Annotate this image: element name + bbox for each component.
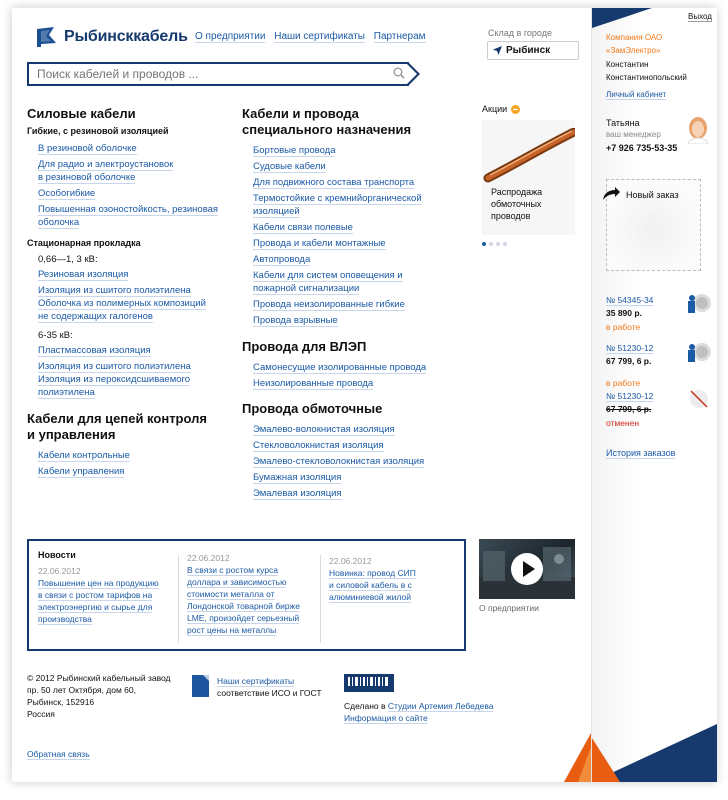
order-number[interactable]: № 51230-12	[606, 391, 654, 401]
link-ship-cables[interactable]: Судовые кабели	[253, 161, 326, 172]
address-line: пр. 50 лет Октября, дом 60,	[27, 685, 136, 695]
page	[12, 8, 716, 782]
link-enamel-glass[interactable]: Эмалево-стекловолокнистая изоляция	[253, 456, 425, 467]
link-radio-install[interactable]: Для радио и электроустановок	[38, 159, 174, 170]
power-cables-title: Силовые кабели	[27, 106, 136, 121]
city-value: Рыбинск	[506, 45, 551, 56]
order-in-work-icon	[686, 293, 712, 315]
news-block	[27, 539, 466, 651]
promo-badge-icon	[511, 105, 520, 114]
news-link[interactable]: и силовой кабель в с	[329, 580, 412, 590]
city-label: Склад в городе	[488, 28, 552, 38]
v1-list	[38, 268, 227, 323]
promo-line-2: обмоточных	[491, 199, 542, 209]
v2-list	[38, 344, 227, 399]
pager-dot[interactable]	[496, 242, 500, 246]
order-status: в работе	[606, 322, 641, 332]
order-amount: 35 890 р.	[606, 308, 642, 318]
order-history-link[interactable]: История заказов	[606, 448, 676, 458]
city-selector[interactable]	[487, 41, 579, 60]
new-order-label: Новый заказ	[626, 190, 679, 200]
order-amount: 67 799, 6 р.	[606, 356, 652, 366]
link-plastic-insulation[interactable]: Пластмассовая изоляция	[38, 345, 151, 356]
link-heat-resistant[interactable]: Термостойкие с кремнийорганической	[253, 193, 422, 204]
link-radio-install-2[interactable]: в резиновой оболочке	[38, 172, 136, 183]
promo-card[interactable]	[482, 120, 575, 235]
nav-about[interactable]: О предприятии	[195, 31, 266, 42]
news-link[interactable]: стоимости металла от	[187, 589, 275, 599]
link-bare-wires[interactable]: Неизолированные провода	[253, 378, 374, 389]
city-line: Рыбинск, 152916	[27, 697, 95, 707]
order-status: в работе	[606, 378, 641, 388]
footer-certificates	[217, 675, 322, 699]
news-link[interactable]: электроэнергию и сырье для	[38, 602, 153, 612]
flag-icon	[36, 26, 58, 48]
vlep-title: Провода для ВЛЭП	[242, 339, 367, 354]
link-auto-wires[interactable]: Автопровода	[253, 254, 311, 265]
brand-logo[interactable]	[36, 26, 188, 48]
site-info-link[interactable]: Информация о сайте	[344, 713, 428, 723]
special-title-1: Кабели и провода	[242, 106, 359, 121]
news-link[interactable]: Новинка: провод СИП	[329, 568, 416, 578]
order-number[interactable]: № 54345-34	[606, 295, 654, 305]
location-arrow-icon	[493, 46, 502, 55]
news-divider	[178, 555, 179, 643]
order-number[interactable]: № 51230-12	[606, 343, 654, 353]
copyright-line: © 2012 Рыбинский кабельный завод	[27, 673, 171, 683]
studio-link[interactable]: Студии Артемия Лебедева	[387, 701, 494, 711]
cable-image	[482, 128, 575, 183]
control-title-2: и управления	[27, 427, 116, 442]
link-management-cables[interactable]: Кабели управления	[38, 466, 125, 477]
promo-text	[491, 186, 542, 222]
link-mounting-wires[interactable]: Провода и кабели монтажные	[253, 238, 386, 249]
footer-feedback	[27, 748, 90, 760]
flex-subtitle: Гибкие, с резиновой изоляцией	[27, 126, 169, 136]
brand-name: Рыбинсккабель	[64, 28, 188, 45]
link-xlpe[interactable]: Изоляция из сшитого полиэтилена	[38, 285, 191, 296]
corner-decoration	[542, 733, 591, 782]
account-sidebar	[591, 8, 717, 782]
company-name[interactable]	[606, 31, 662, 57]
pager-dot[interactable]	[503, 242, 507, 246]
catalog-column-1	[27, 106, 227, 481]
news-link[interactable]: производства	[38, 614, 92, 624]
nav-certificates[interactable]: Наши сертификаты	[274, 31, 365, 42]
order-3[interactable]	[606, 390, 653, 430]
news-link[interactable]: алюминиевой жилой	[329, 592, 411, 602]
manager-name: Татьяна	[606, 118, 640, 128]
link-enamel[interactable]: Эмалевая изоляция	[253, 488, 342, 499]
certificate-icon	[192, 675, 209, 697]
certificates-link[interactable]: Наши сертификаты	[217, 676, 295, 686]
link-self-supporting[interactable]: Самонесущие изолированные провода	[253, 362, 427, 373]
manager-avatar	[686, 116, 710, 144]
link-halogen-free[interactable]: Оболочка из полимерных композиций	[38, 298, 206, 309]
order-status: отменен	[606, 418, 640, 428]
studio-logo-icon	[344, 674, 394, 692]
link-rubber-sheath[interactable]: В резиновой оболочке	[38, 143, 137, 154]
voltage-1: 0,66—1, 3 кВ:	[38, 254, 98, 265]
news-date: 22.06.2012	[187, 553, 230, 563]
link-bare-flexible[interactable]: Провода неизолированные гибкие	[253, 299, 405, 310]
user-last-name: Константинопольский	[606, 73, 687, 82]
control-title-1: Кабели для цепей контроля	[27, 411, 207, 426]
order-amount: 67 799, 6 р.	[606, 404, 652, 414]
certificates-text: соответствие ИСО и ГОСТ	[217, 688, 322, 698]
company-line-1: Компания ОАО	[606, 33, 663, 42]
cabinet-link[interactable]: Личный кабинет	[606, 90, 667, 99]
special-list	[253, 144, 457, 327]
sidebar-bottom-stripe	[592, 698, 717, 782]
news-link[interactable]: В связи с ростом курса	[187, 565, 279, 575]
flex-list	[38, 142, 227, 229]
link-alarm-cables[interactable]: Кабели для систем оповещения и	[253, 270, 403, 281]
feedback-link[interactable]: Обратная связь	[27, 749, 90, 759]
footer-copyright	[27, 672, 171, 720]
main-area	[12, 8, 591, 782]
link-xlpe-hv[interactable]: Изоляция из сшитого полиэтилена	[38, 361, 191, 372]
news-link[interactable]: доллара и зависимостью	[187, 577, 287, 587]
curved-arrow-icon	[601, 186, 621, 202]
news-item-2	[187, 552, 317, 636]
news-divider	[320, 555, 321, 643]
news-link[interactable]: рост цены на металлы	[187, 625, 277, 635]
video-caption: О предприятии	[479, 603, 539, 613]
link-paper[interactable]: Бумажная изоляция	[253, 472, 342, 483]
link-heat-resistant-2[interactable]: изоляцией	[253, 206, 300, 217]
promo-pager	[482, 242, 510, 246]
logout-link[interactable]: Выход	[688, 12, 712, 21]
news-link[interactable]: Лондонской товарной бирже	[187, 601, 300, 611]
fixed-subtitle: Стационарная прокладка	[27, 238, 141, 248]
pager-dot[interactable]	[482, 242, 486, 246]
promo-line-1: Распродажа	[491, 187, 543, 197]
winding-title: Провода обмоточные	[242, 401, 383, 416]
voltage-2: 6-35 кВ:	[38, 330, 73, 341]
link-control-cables[interactable]: Кабели контрольные	[38, 450, 130, 461]
catalog-column-2	[242, 106, 457, 503]
news-item-1	[38, 549, 178, 625]
link-blasting-wires[interactable]: Провода взрывные	[253, 315, 338, 326]
news-date: 22.06.2012	[38, 566, 81, 576]
vlep-list	[253, 361, 457, 390]
link-ozone-resistant[interactable]: Повышенная озоностойкость, резиновая	[38, 204, 219, 215]
order-cancelled-icon	[688, 388, 710, 410]
user-first-name: Константин	[606, 60, 649, 69]
new-order-dropzone[interactable]	[606, 179, 701, 271]
order-2[interactable]	[606, 342, 653, 390]
nav-partners[interactable]: Партнерам	[373, 31, 426, 42]
link-alarm-cables-2[interactable]: пожарной сигнализации	[253, 283, 360, 294]
news-link[interactable]: Повышение цен на продукцию	[38, 578, 159, 588]
link-rolling-stock[interactable]: Для подвижного состава транспорта	[253, 177, 415, 188]
link-peroxide-2[interactable]: полиэтилена	[38, 387, 95, 398]
search-arrow-shape	[406, 62, 422, 86]
play-icon[interactable]	[510, 552, 544, 586]
link-glass-fiber[interactable]: Стекловолокнистая изоляция	[253, 440, 384, 451]
search-icon[interactable]	[393, 67, 405, 79]
link-enamel-fiber[interactable]: Эмалево-волокнистая изоляция	[253, 424, 395, 435]
news-link[interactable]: в связи с ростом тарифов на	[38, 590, 153, 600]
link-rubber-insulation[interactable]: Резиновая изоляция	[38, 269, 129, 280]
link-halogen-free-2[interactable]: не содержащих галогенов	[38, 311, 153, 322]
link-extra-flexible[interactable]: Особогибкие	[38, 188, 96, 199]
top-nav	[195, 31, 432, 42]
manager-role: ваш менеджер	[606, 130, 661, 139]
footer-studio	[344, 700, 493, 724]
link-peroxide[interactable]: Изоляция из пероксидсшиваемого	[38, 374, 191, 385]
user-name	[606, 58, 687, 84]
control-list	[38, 449, 227, 478]
order-in-work-icon	[686, 342, 712, 364]
manager-info	[606, 118, 677, 154]
news-date: 22.06.2012	[329, 556, 372, 566]
news-link[interactable]: LME, произойдет серьезный	[187, 613, 300, 623]
country-line: Россия	[27, 709, 55, 719]
search-input[interactable]	[27, 62, 409, 86]
pager-dot[interactable]	[489, 242, 493, 246]
link-ozone-resistant-2[interactable]: оболочка	[38, 217, 80, 228]
search-bar	[27, 62, 422, 86]
order-1[interactable]	[606, 294, 653, 334]
promo-header	[482, 104, 520, 114]
manager-phone: +7 926 735-53-35	[606, 143, 678, 153]
video-thumbnail[interactable]	[479, 539, 575, 599]
promo-title: Акции	[482, 104, 508, 114]
news-title: Новости	[38, 550, 76, 560]
special-title-2: специального назначения	[242, 122, 412, 137]
promo-line-3: проводов	[491, 211, 531, 221]
winding-list	[253, 423, 457, 500]
link-field-cables[interactable]: Кабели связи полевые	[253, 222, 353, 233]
made-by-prefix: Сделано в	[344, 701, 386, 711]
link-board-wires[interactable]: Бортовые провода	[253, 145, 336, 156]
news-item-3	[329, 555, 459, 603]
company-line-2: «ЗамЭлектро»	[606, 46, 661, 55]
